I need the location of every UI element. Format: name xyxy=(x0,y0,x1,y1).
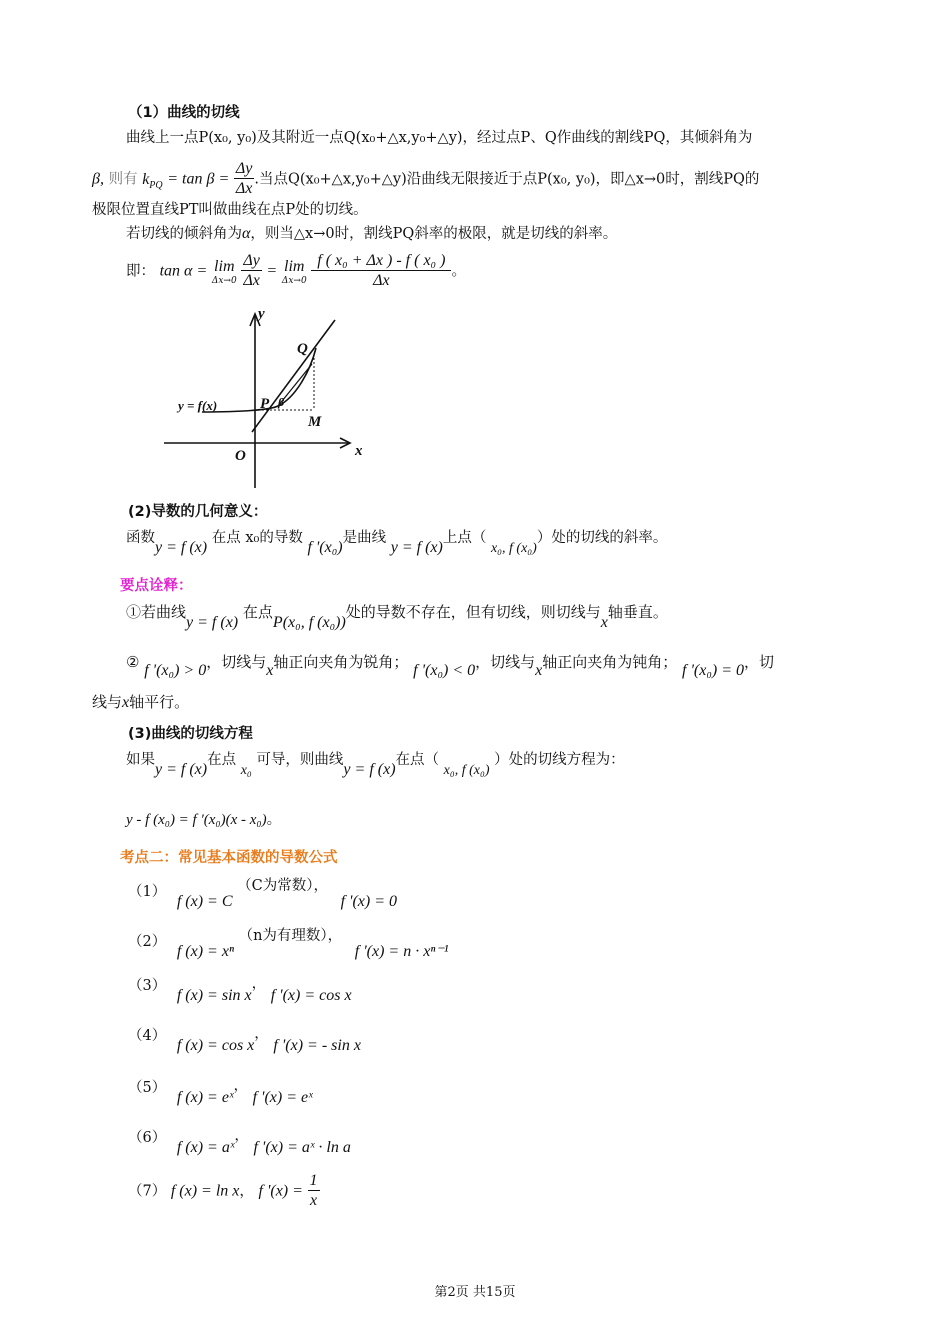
paragraph-geometric-meaning xyxy=(126,528,667,558)
note-1 xyxy=(126,602,668,632)
beta-angle-label: β xyxy=(278,395,285,409)
note-2-text-b: 轴正向夹角为锐角； xyxy=(273,653,409,671)
formula-number: （1） xyxy=(128,884,167,900)
key-points-heading: 要点诠释： xyxy=(120,578,193,594)
tangent-figure xyxy=(160,302,370,492)
fraction-denominator: Δx xyxy=(243,272,260,289)
note-1-text-b: 在点 xyxy=(242,603,273,621)
fraction-numerator: Δy xyxy=(243,252,260,269)
formula-function: f (x) = xⁿ xyxy=(176,943,234,960)
x-symbol: x xyxy=(535,662,543,679)
note-1-text-c: 处的导数不存在，但有切线，则切线与 xyxy=(345,603,601,621)
x-axis-label: x xyxy=(355,443,363,459)
k-symbol xyxy=(142,170,163,191)
equals-sign: = xyxy=(266,262,278,280)
paragraph-secant: 曲线上一点P(x₀, y₀)及其附近一点Q(x₀+△x,y₀+△y)，经过点P、Q作曲线的割线PQ，其倾斜角为 xyxy=(126,130,753,146)
text-function: 函数 xyxy=(126,530,155,546)
origin-label: O xyxy=(235,448,246,464)
text-at-point: 在点 xyxy=(207,752,237,768)
beta-symbol: β, xyxy=(92,170,104,188)
formula-number: （5） xyxy=(128,1080,167,1096)
formula-5 xyxy=(128,1076,313,1112)
note-2 xyxy=(126,652,774,682)
text-if: 如果 xyxy=(126,752,155,768)
text-then: 则有 xyxy=(108,171,138,188)
note-2-text-g: 轴平行。 xyxy=(129,693,190,711)
point-coordinates: x₀, f (x₀) xyxy=(490,541,537,556)
formula-derivative: f '(x) = xyxy=(258,1182,303,1200)
condition-positive: f '(x₀) > 0 xyxy=(144,662,207,679)
text-is-curve: 是曲线 xyxy=(342,530,387,546)
formula-number: （3） xyxy=(128,978,167,994)
y-equals-fx: y = f (x) xyxy=(186,614,239,631)
formula-function: f (x) = sin x xyxy=(176,987,252,1004)
text-derivative-at: 在点 x₀的导数 xyxy=(211,530,303,546)
formula-2 xyxy=(128,926,449,962)
point-coordinates: x₀, f (x₀) xyxy=(443,763,490,778)
formula-note: ， xyxy=(233,1078,248,1094)
alpha-symbol: α xyxy=(242,225,251,242)
paragraph-limit-position: 极限位置直线PT叫做曲线在点P处的切线。 xyxy=(92,202,368,218)
limit-1 xyxy=(212,258,237,286)
formula-function: f (x) = ln x xyxy=(170,1182,240,1200)
k-subscript: PQ xyxy=(149,179,163,191)
tangent-equation-formula: y - f (x₀) = f ′(x₀)(x - x₀) xyxy=(126,812,267,828)
tangent-equation xyxy=(126,810,281,830)
section-heading-tangent: （1）曲线的切线 xyxy=(128,105,240,121)
x-symbol: x xyxy=(122,694,130,711)
tan-beta: = tan β = xyxy=(167,170,230,188)
x-symbol: x xyxy=(600,614,608,631)
fraction-denominator: Δx xyxy=(235,180,253,197)
condition-zero: f '(x₀) = 0 xyxy=(682,662,745,679)
paragraph-approach: .当点Q(x₀+△x,y₀+△y)沿曲线无限接近于点P(x₀, y₀)，即△x→0时，割线PQ的 xyxy=(254,171,760,188)
curve-label: y = f(x) xyxy=(178,398,218,413)
formula-derivative: f '(x) = cos x xyxy=(270,987,352,1004)
fraction-numerator: 1 xyxy=(309,1172,318,1189)
note-2-text-c: ，切线与 xyxy=(475,653,536,671)
note-1-text-d: 轴垂直。 xyxy=(607,603,668,621)
formula-derivative: f '(x) = 0 xyxy=(340,893,398,910)
point-p-label: P xyxy=(260,396,270,412)
formula-number: （4） xyxy=(128,1028,167,1044)
text-at-point-paren: 在点（ xyxy=(395,752,440,768)
formula-derivative: f '(x) = aˣ · ln a xyxy=(253,1139,351,1156)
text-namely: 即： xyxy=(126,263,155,280)
section-heading-basic-derivatives: 考点二：常见基本函数的导数公式 xyxy=(120,850,338,866)
fraction-numerator: f ( x₀ + Δx ) - f ( x₀ ) xyxy=(311,252,451,271)
text-equation-is: ）处的切线方程为： xyxy=(494,752,625,768)
x0-symbol: x₀ xyxy=(240,763,252,778)
fraction-denominator: x xyxy=(309,1192,318,1209)
formula-1 xyxy=(128,876,397,912)
limit-equation xyxy=(126,252,466,298)
y-equals-fx: y = f (x) xyxy=(155,539,208,556)
formula-3 xyxy=(128,974,352,1010)
formula-note: ， xyxy=(239,1183,254,1200)
formula-derivative: f '(x) = eˣ xyxy=(252,1089,313,1106)
period: 。 xyxy=(451,263,466,280)
k-letter: k xyxy=(142,170,150,188)
text-upper-point: 上点（ xyxy=(442,530,487,546)
y-equals-fx: y = f (x) xyxy=(155,761,208,778)
one-over-x-fraction xyxy=(308,1172,320,1211)
section-heading-tangent-equation: (3)曲线的切线方程 xyxy=(128,726,253,742)
dy-dx-fraction xyxy=(234,160,255,199)
formula-function: f (x) = aˣ xyxy=(176,1139,235,1156)
y-axis-label: y xyxy=(258,306,265,322)
tan-alpha: tan α = xyxy=(159,262,208,280)
text-angle-a: 若切线的倾斜角为 xyxy=(126,226,242,242)
paragraph-tangent-equation xyxy=(126,750,625,780)
formula-note: ， xyxy=(254,1026,269,1042)
text-angle-b: ，则当△x→0时，割线PQ斜率的极限，就是切线的斜率。 xyxy=(250,226,618,242)
note-2-text-d: 轴正向夹角为钝角； xyxy=(542,653,678,671)
lim-text: lim xyxy=(214,257,235,275)
formula-7 xyxy=(128,1172,320,1222)
note-2-text-a: ，切线与 xyxy=(206,653,267,671)
formula-function: f (x) = cos x xyxy=(176,1037,255,1054)
y-equals-fx: y = f (x) xyxy=(390,539,443,556)
formula-function: f (x) = eˣ xyxy=(176,1089,234,1106)
limit-fraction-2 xyxy=(311,252,451,291)
formula-note: ， xyxy=(251,976,267,992)
formula-note: ， xyxy=(234,1128,249,1144)
formula-4 xyxy=(128,1024,361,1060)
condition-negative: f '(x₀) < 0 xyxy=(413,662,476,679)
limit-fraction-1 xyxy=(241,252,262,291)
text-differentiable: 可导，则曲线 xyxy=(256,752,344,768)
paragraph-angle xyxy=(126,224,617,244)
lim-subscript: Δx→0 xyxy=(211,275,237,286)
formula-function: f (x) = C xyxy=(176,893,233,910)
secant-line xyxy=(252,320,335,432)
f-prime-x0: f '(x₀) xyxy=(307,539,343,556)
fraction-numerator: Δy xyxy=(235,160,253,177)
x-symbol: x xyxy=(266,662,274,679)
page-footer: 第2页 共15页 xyxy=(434,1285,516,1300)
formula-6 xyxy=(128,1126,351,1162)
formula-derivative: f '(x) = n · xⁿ⁻¹ xyxy=(354,943,449,960)
y-equals-fx: y = f (x) xyxy=(343,761,396,778)
formula-number: （6） xyxy=(128,1130,167,1146)
note-2-continued xyxy=(92,692,189,713)
lim-subscript: Δx→0 xyxy=(281,275,307,286)
section-heading-geometric: (2)导数的几何意义： xyxy=(128,504,268,520)
formula-derivative: f '(x) = - sin x xyxy=(273,1037,361,1054)
formula-number: （2） xyxy=(128,934,167,950)
point-p: P(x₀, f (x₀)) xyxy=(272,614,346,631)
point-q-label: Q xyxy=(297,341,308,357)
lim-text: lim xyxy=(284,257,305,275)
note-1-text-a: ①若曲线 xyxy=(126,603,187,621)
text-slope: ）处的切线的斜率。 xyxy=(536,530,668,546)
fraction-denominator: Δx xyxy=(373,272,390,289)
limit-2 xyxy=(282,258,307,286)
note-2-text-f: 线与 xyxy=(92,693,123,711)
period: 。 xyxy=(266,812,282,828)
paragraph-slope xyxy=(92,160,759,199)
note-2-number: ② xyxy=(126,653,140,671)
formula-note: （C为常数）， xyxy=(237,878,328,894)
formula-number: （7） xyxy=(128,1183,167,1200)
note-2-text-e: ，切 xyxy=(744,653,775,671)
formula-note: （n为有理数）， xyxy=(238,928,343,944)
point-m-label: M xyxy=(308,414,322,430)
